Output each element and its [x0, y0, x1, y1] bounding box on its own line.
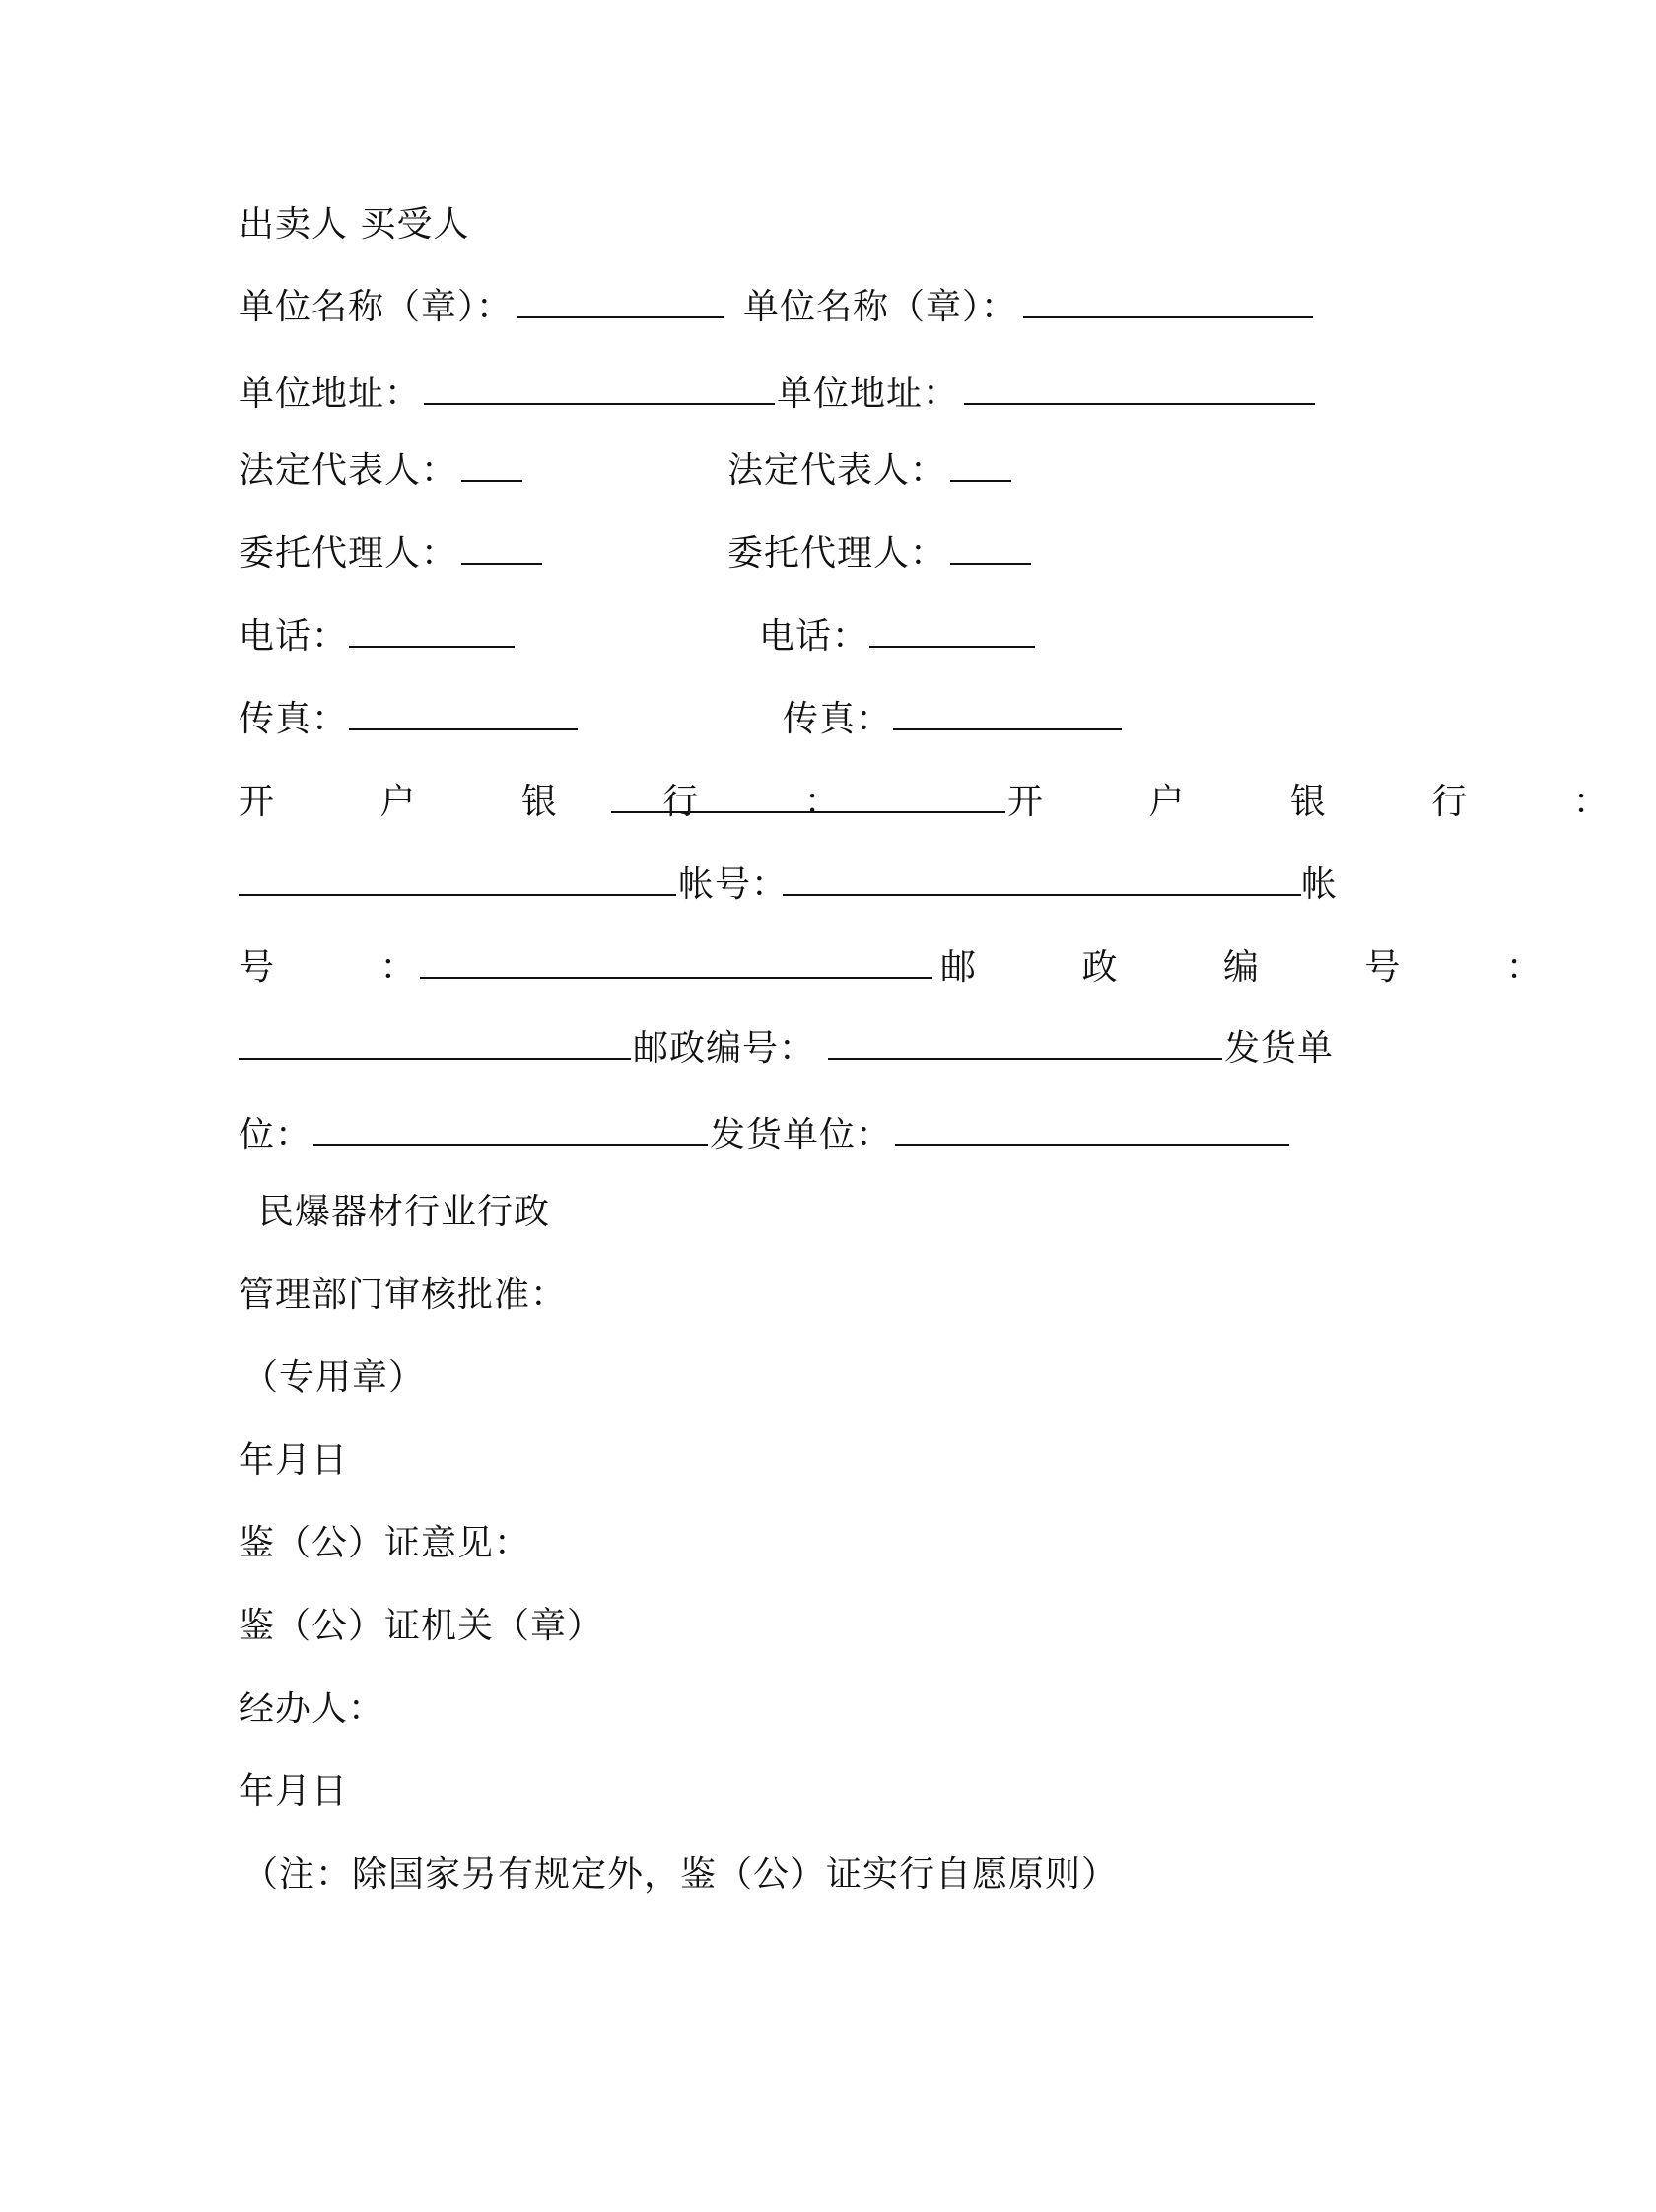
seller-phone-label: 电话： [239, 616, 349, 657]
seller-postal-field[interactable] [239, 1028, 631, 1060]
seller-account-label: 帐号： [678, 864, 789, 905]
seller-legal-rep-field[interactable] [461, 450, 522, 482]
buyer-shipping-label: 发货单位： [710, 1115, 893, 1155]
buyer-phone-label: 电话： [759, 616, 869, 657]
seller-legal-rep-label: 法定代表人： [239, 450, 458, 491]
seller-shipping-field[interactable] [313, 1115, 708, 1146]
buyer-unit-address-label: 单位地址： [777, 374, 960, 414]
buyer-agent-label: 委托代理人： [727, 533, 947, 574]
buyer-unit-name-field[interactable] [1023, 287, 1313, 318]
seller-account-field[interactable] [783, 864, 1301, 896]
buyer-postal-field[interactable] [828, 1028, 1222, 1060]
phone-row [239, 613, 1372, 660]
buyer-bank-field[interactable] [239, 864, 676, 896]
special-seal-text: （专用章） [242, 1357, 426, 1398]
seller-fax-label: 传真： [239, 699, 349, 739]
bank-row [239, 779, 1656, 826]
seller-agent-field[interactable] [461, 533, 542, 565]
seller-agent-label: 委托代理人： [239, 533, 458, 574]
postal-row [239, 944, 1589, 992]
agent-row [239, 530, 1372, 578]
buyer-legal-rep-label: 法定代表人： [727, 450, 947, 491]
seller-unit-address-field[interactable] [424, 374, 775, 405]
unit-address-row [239, 371, 1372, 418]
unit-name-row [239, 284, 1372, 331]
buyer-shipping-field[interactable] [895, 1115, 1289, 1146]
seller-phone-field[interactable] [349, 616, 515, 648]
buyer-fax-label: 传真： [783, 699, 893, 739]
legal-rep-row [239, 448, 1372, 495]
buyer-fax-field[interactable] [893, 699, 1122, 730]
seller-shipping-label-part1: 发货单 [1224, 1028, 1335, 1069]
seller-unit-name-field[interactable] [517, 287, 724, 318]
parties-heading: 出卖人 买受人 [239, 204, 470, 244]
fax-row [239, 696, 1372, 743]
buyer-bank-label: 开 户 银 行 ： [1007, 782, 1656, 822]
postal-shipping-row [239, 1025, 1372, 1072]
buyer-agent-field[interactable] [950, 533, 1031, 565]
seller-shipping-label-part2: 位： [239, 1115, 312, 1155]
notary-note: （注：除国家另有规定外，鉴（公）证实行自愿原则） [242, 1854, 1119, 1895]
seller-bank-field[interactable] [611, 782, 1005, 813]
notary-handler: 经办人： [239, 1689, 385, 1729]
shipping-row [239, 1112, 1372, 1159]
approval-date: 年月日 [239, 1440, 349, 1481]
account-row [239, 862, 1372, 909]
seller-postal-label: 邮 政 编 号 ： [940, 947, 1589, 988]
notary-date: 年月日 [239, 1771, 349, 1812]
buyer-account-field[interactable] [420, 947, 932, 979]
buyer-postal-label: 邮政编号： [633, 1028, 816, 1069]
seller-unit-name-label: 单位名称（章）： [239, 287, 514, 327]
buyer-account-label-part2: 号 ： [239, 947, 463, 988]
buyer-account-label-part1: 帐 [1301, 864, 1339, 905]
seller-fax-field[interactable] [349, 699, 578, 730]
seller-unit-address-label: 单位地址： [239, 374, 422, 414]
buyer-phone-field[interactable] [869, 616, 1035, 648]
approval-authority-line2: 管理部门审核批准： [239, 1275, 568, 1315]
buyer-legal-rep-field[interactable] [950, 450, 1011, 482]
seller-bank-label: 开 户 银 行 ： [239, 782, 887, 822]
buyer-unit-address-field[interactable] [964, 374, 1315, 405]
buyer-unit-name-label: 单位名称（章）： [743, 287, 1018, 327]
approval-authority-line1: 民爆器材行业行政 [258, 1192, 551, 1232]
notary-office-seal: 鉴（公）证机关（章） [239, 1606, 604, 1646]
notary-opinion: 鉴（公）证意见： [239, 1523, 531, 1563]
